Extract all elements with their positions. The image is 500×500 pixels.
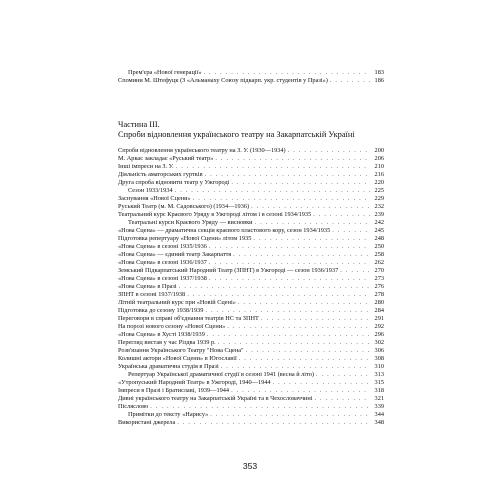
toc-entry bbox=[118, 283, 384, 291]
toc-entry-leader bbox=[330, 77, 370, 85]
toc-entry-page: 276 bbox=[374, 283, 384, 290]
toc-entry bbox=[118, 155, 384, 163]
toc-entry-page: 313 bbox=[374, 371, 384, 378]
toc-entry-page: 186 bbox=[374, 77, 384, 85]
toc-entry-title: Дивні українського театру на Закарпатській Україні та в Чехословаччині bbox=[118, 395, 313, 402]
toc-entry-leader bbox=[251, 203, 370, 211]
toc-entry-page: 216 bbox=[374, 171, 384, 178]
section-heading-title: Спроби відновлення українського театру на Закарпатській Україні bbox=[118, 130, 355, 139]
toc-entry-page: 239 bbox=[374, 211, 384, 218]
toc-entry bbox=[118, 179, 384, 187]
toc-entry-title: ЗПНТ в сезоні 1937/1938 bbox=[118, 291, 186, 298]
toc-entry-leader bbox=[215, 155, 370, 163]
toc-entry bbox=[118, 195, 384, 203]
toc-entry-title: Післяслово bbox=[118, 403, 149, 410]
toc-entry bbox=[118, 419, 384, 427]
toc-entry-leader bbox=[207, 331, 370, 339]
toc-entry-page: 258 bbox=[374, 251, 384, 258]
toc-entry-title: М. Аркас закладає «Руський театр» bbox=[118, 155, 214, 162]
toc-entry-title: Друга спроба відновити театр у Ужгороді bbox=[118, 179, 230, 186]
toc-entry-page: 292 bbox=[374, 323, 384, 330]
toc-entry bbox=[118, 403, 384, 411]
toc-entry-page: 308 bbox=[374, 355, 384, 362]
toc-entry-leader bbox=[179, 283, 370, 291]
toc-entry-leader bbox=[209, 259, 370, 267]
toc-entry bbox=[118, 211, 384, 219]
toc-entry-leader bbox=[218, 339, 370, 347]
toc-entry-page: 206 bbox=[374, 155, 384, 162]
toc-entry-title: Інші імпреси на З. У. bbox=[118, 163, 174, 170]
toc-entry-leader bbox=[273, 379, 370, 387]
toc-entry-leader bbox=[187, 291, 370, 299]
toc-entry bbox=[118, 227, 384, 235]
toc-entry bbox=[118, 243, 384, 251]
toc-entry bbox=[118, 347, 384, 355]
toc-entry bbox=[118, 299, 384, 307]
toc-entry-page: 242 bbox=[374, 219, 384, 226]
toc-entry-title: На порозі нового сезону «Нової Сцени» bbox=[118, 323, 226, 330]
toc-entry-title: Колишні актори «Нової Сцени» в Югославії bbox=[118, 355, 237, 362]
toc-entry-title: «Нова Сцена» — драматична секція краєвого пластового кору, сезон 1934/1935 bbox=[118, 227, 331, 234]
toc-entry-title: Літній театральний курс при «Новій Сцені» bbox=[118, 299, 236, 306]
toc-entry bbox=[118, 363, 384, 371]
toc-entry-title: Розв'язання Українського Театру "Нова Сцена" bbox=[118, 347, 244, 354]
toc-entry-page: 315 bbox=[374, 379, 384, 386]
toc-entry-leader bbox=[253, 235, 370, 243]
toc-entry bbox=[118, 331, 384, 339]
toc-entry-page: 248 bbox=[374, 235, 384, 242]
toc-entry-leader bbox=[193, 195, 370, 203]
toc-entry-page: 220 bbox=[374, 179, 384, 186]
toc-entry-title: Прем'єра «Нової генерації» bbox=[128, 69, 202, 76]
toc-entry-leader bbox=[204, 69, 371, 77]
toc-entry-page: 273 bbox=[374, 275, 384, 282]
toc-entry-page: 280 bbox=[374, 299, 384, 306]
toc-entry-leader bbox=[227, 323, 370, 331]
toc-entry-page: 232 bbox=[374, 203, 384, 210]
toc-entry-page: 200 bbox=[374, 147, 384, 154]
toc-entry-title: Підготовка репертуару «Нової Сцени» літом 1935 bbox=[118, 235, 252, 242]
toc-entry-leader bbox=[239, 355, 370, 363]
toc-entry bbox=[118, 291, 384, 299]
toc-entry-page: 245 bbox=[374, 227, 384, 234]
toc-entry bbox=[118, 267, 384, 275]
toc-entry bbox=[118, 147, 384, 155]
toc-entry-leader bbox=[231, 179, 370, 187]
toc-entry bbox=[118, 69, 384, 77]
toc-entry-leader bbox=[332, 227, 370, 235]
toc-entry-title: «Нова Сцена» в сезоні 1936/1937 bbox=[118, 259, 207, 266]
toc-entry-title: Використані джерела bbox=[118, 419, 176, 426]
toc-entry-leader bbox=[255, 219, 370, 227]
toc-entry-page: 339 bbox=[374, 403, 384, 410]
toc-entry bbox=[118, 411, 384, 419]
toc-entry-page: 318 bbox=[374, 387, 384, 394]
toc-entry-page: 306 bbox=[374, 347, 384, 354]
toc-entry-page: 284 bbox=[374, 307, 384, 314]
section-heading bbox=[118, 120, 388, 140]
toc-entry-title: Українська драматична студія в Празі bbox=[118, 363, 219, 370]
toc-entry-leader bbox=[313, 211, 370, 219]
toc-entry bbox=[118, 379, 384, 387]
toc-entry-page: 310 bbox=[374, 363, 384, 370]
toc-entry-title: Заснування «Нової Сцени» bbox=[118, 195, 191, 202]
toc-entry-title: Перегляд вистав у час Різдва 1939 р. bbox=[118, 339, 216, 346]
toc-entry-leader bbox=[205, 307, 370, 315]
toc-entry-page: 296 bbox=[374, 331, 384, 338]
toc-entry-title: Переговори в справі об'єднання театрів НС та ЗПНТ bbox=[118, 315, 259, 322]
toc-entry-leader bbox=[246, 347, 370, 355]
toc-entry-page: 291 bbox=[374, 315, 384, 322]
toc-entry-page: 348 bbox=[374, 419, 384, 426]
toc-entry bbox=[118, 323, 384, 331]
toc-entry bbox=[118, 315, 384, 323]
toc-entry-title: Спомини М. Штефуцк (З «Альманаху Союзу підкарп. укр. студентів у Празі») bbox=[118, 77, 328, 85]
toc-entry-title: Театральні курси Краєвого Уряду — висновки bbox=[128, 219, 253, 226]
toc-entry bbox=[118, 371, 384, 379]
toc-entry bbox=[118, 77, 384, 85]
toc-entry-title: «Нова Сцена» в Хусті 1938/1939 bbox=[118, 331, 205, 338]
toc-entry-title: Театральний курс Краєвого Уряду в Ужгороді літом і в сезоні 1934/1935 bbox=[118, 211, 312, 218]
toc-entry-title: Примітки до тексту «Нарису» bbox=[128, 411, 209, 418]
toc-entry bbox=[118, 251, 384, 259]
toc-entry-page: 302 bbox=[374, 339, 384, 346]
toc-entry-title: Спроби відновлення українського театру на З. У. (1930—1934) bbox=[118, 147, 286, 154]
toc-entry-leader bbox=[150, 403, 370, 411]
toc-entry-leader bbox=[209, 275, 370, 283]
toc-entry-leader bbox=[176, 163, 370, 171]
toc-entry-page: 225 bbox=[374, 187, 384, 194]
toc-entry-title: «Нова Сцена» — єдиний театр Закарпаття bbox=[118, 251, 232, 258]
toc-entry-page: 321 bbox=[374, 395, 384, 402]
toc-entry-leader bbox=[231, 387, 370, 395]
toc-entry-page: 278 bbox=[374, 291, 384, 298]
toc-entry-title: «Утропуський Народний Театр» в Ужгороді, 1940—1944 bbox=[118, 379, 271, 386]
toc-entry bbox=[118, 203, 384, 211]
toc-entry-page: 270 bbox=[374, 267, 384, 274]
toc-entry bbox=[118, 219, 384, 227]
toc-entry-title: Руський Театр (м. М. Садовського) (1934—1936) bbox=[118, 203, 250, 210]
toc-entry-title: «Нова Сцена» в Празі bbox=[118, 283, 177, 290]
section-heading-part: Частина III. bbox=[118, 120, 160, 129]
toc-entry-leader bbox=[261, 315, 370, 323]
toc-entry bbox=[118, 387, 384, 395]
toc-entry bbox=[118, 171, 384, 179]
toc-entry-page: 229 bbox=[374, 195, 384, 202]
page-number: 353 bbox=[242, 461, 258, 471]
toc-entry bbox=[118, 163, 384, 171]
toc-entry-leader bbox=[288, 147, 370, 155]
toc-entry-page: 262 bbox=[374, 259, 384, 266]
toc-entry-leader bbox=[316, 371, 370, 379]
toc-entry-leader bbox=[177, 419, 370, 427]
toc-entry-page: 344 bbox=[374, 411, 384, 418]
toc-entry bbox=[118, 187, 384, 195]
toc-entry bbox=[118, 355, 384, 363]
toc-entry-leader bbox=[209, 243, 370, 251]
toc-entry bbox=[118, 235, 384, 243]
toc-entry-leader bbox=[233, 251, 370, 259]
toc-entry-page: 250 bbox=[374, 243, 384, 250]
toc-entry-leader bbox=[205, 171, 370, 179]
toc-entry bbox=[118, 339, 384, 347]
toc-entry-leader bbox=[210, 411, 370, 419]
toc-entry bbox=[118, 259, 384, 267]
toc-entry-page: 210 bbox=[374, 163, 384, 170]
toc-entry-title: Підготовка до сезону 1938/1939 bbox=[118, 307, 204, 314]
toc-entry-title: Земський Підкарпатський Народний Театр (ЗПНТ) в Ужгороді — сезон 1936/1937 bbox=[118, 267, 339, 274]
toc-entry-title: Сезон 1933/1934 bbox=[128, 187, 173, 194]
toc-entry-title: «Нова Сцена» в сезоні 1935/1936 bbox=[118, 243, 207, 250]
toc-entry-leader bbox=[238, 299, 370, 307]
toc-entry bbox=[118, 395, 384, 403]
toc-entry-page: 183 bbox=[374, 69, 384, 76]
toc-entry-leader bbox=[175, 187, 370, 195]
toc-entry-title: Репертуар Української драматичної студії в сезоні 1941 (весна й літо) bbox=[128, 371, 314, 378]
toc-entry-title: Діяльність аматорських гуртків bbox=[118, 171, 203, 178]
toc-entry-title: Імпреси в Празі і Братиславі, 1939—1944 bbox=[118, 387, 230, 394]
toc-entry-leader bbox=[221, 363, 370, 371]
toc-entry-title: «Нова Сцена» в сезоні 1937/1938 bbox=[118, 275, 207, 282]
toc-entry-leader bbox=[314, 395, 370, 403]
toc-entry-leader bbox=[340, 267, 370, 275]
toc-entry bbox=[118, 275, 384, 283]
toc-entry bbox=[118, 307, 384, 315]
